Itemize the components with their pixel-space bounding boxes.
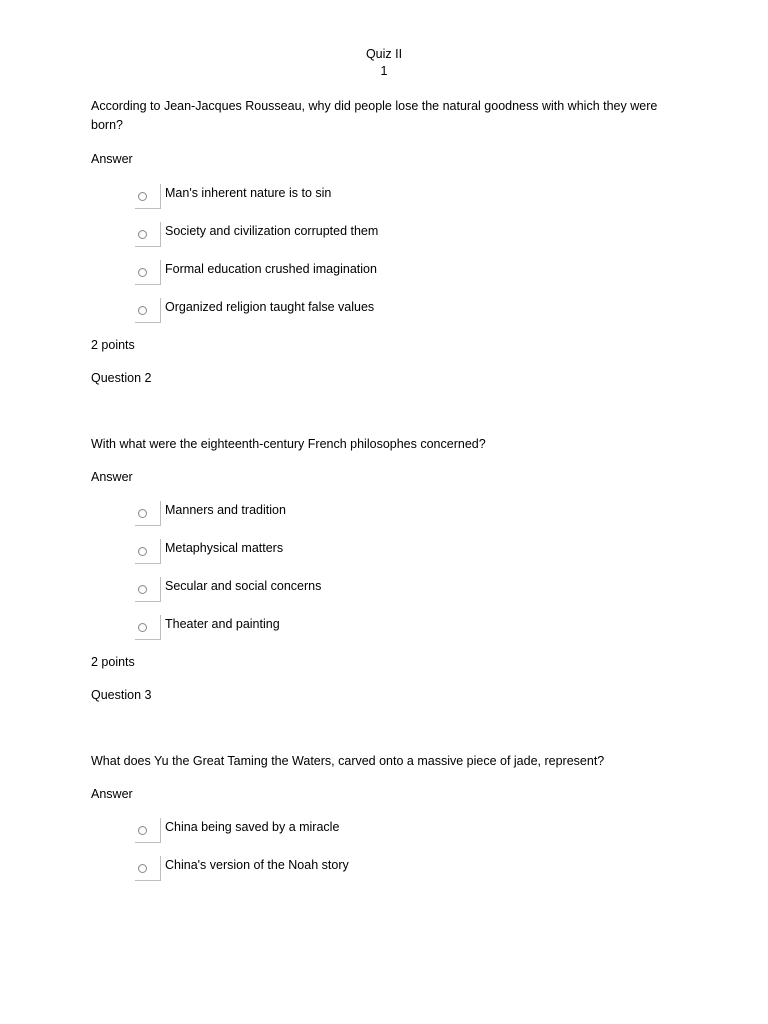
question-2-option-2[interactable] (135, 539, 535, 564)
radio-cell (135, 615, 161, 640)
radio-cell (135, 856, 161, 881)
radio-cell (135, 539, 161, 564)
option-label: Formal education crushed imagination (165, 262, 377, 276)
question-2-heading: Question 2 (91, 371, 152, 385)
radio-button[interactable] (138, 585, 147, 594)
radio-cell (135, 184, 161, 209)
radio-cell (135, 260, 161, 285)
question-2-points: 2 points (91, 655, 135, 669)
question-3-heading: Question 3 (91, 688, 152, 702)
question-2-answer-label: Answer (91, 470, 133, 484)
radio-button[interactable] (138, 509, 147, 518)
question-2-text: With what were the eighteenth-century French philosophes concerned? (91, 437, 486, 451)
question-1-option-2[interactable] (135, 222, 535, 247)
radio-button[interactable] (138, 268, 147, 277)
radio-button[interactable] (138, 192, 147, 201)
option-label: Manners and tradition (165, 503, 286, 517)
option-label: Society and civilization corrupted them (165, 224, 379, 238)
option-label: Secular and social concerns (165, 579, 322, 593)
radio-cell (135, 577, 161, 602)
radio-button[interactable] (138, 230, 147, 239)
question-2-option-3[interactable] (135, 577, 535, 602)
question-3-option-2[interactable] (135, 856, 535, 881)
question-1-option-3[interactable] (135, 260, 535, 285)
option-label: Organized religion taught false values (165, 300, 375, 314)
question-2-option-1[interactable] (135, 501, 535, 526)
radio-button[interactable] (138, 547, 147, 556)
question-1-text: According to Jean-Jacques Rousseau, why did people lose the natural goodness with which they were born? (91, 99, 658, 132)
question-1-points: 2 points (91, 338, 135, 352)
radio-cell (135, 501, 161, 526)
option-label: Theater and painting (165, 617, 280, 631)
page-number: 1 (380, 64, 388, 78)
radio-button[interactable] (138, 826, 147, 835)
option-label: Man's inherent nature is to sin (165, 186, 332, 200)
question-1-option-1[interactable] (135, 184, 535, 209)
question-3-text: What does Yu the Great Taming the Waters, carved onto a massive piece of jade, represent? (91, 754, 605, 768)
radio-cell (135, 222, 161, 247)
option-label: China being saved by a miracle (165, 820, 340, 834)
radio-cell (135, 818, 161, 843)
question-1-option-4[interactable] (135, 298, 535, 323)
quiz-title: Quiz II (365, 47, 403, 61)
question-1-answer-label: Answer (91, 152, 133, 166)
page-header (0, 46, 768, 80)
option-label: Metaphysical matters (165, 541, 284, 555)
radio-button[interactable] (138, 623, 147, 632)
option-label: China's version of the Noah story (165, 858, 349, 872)
radio-button[interactable] (138, 864, 147, 873)
question-3-answer-label: Answer (91, 787, 133, 801)
radio-cell (135, 298, 161, 323)
radio-button[interactable] (138, 306, 147, 315)
question-3-option-1[interactable] (135, 818, 535, 843)
question-2-option-4[interactable] (135, 615, 535, 640)
